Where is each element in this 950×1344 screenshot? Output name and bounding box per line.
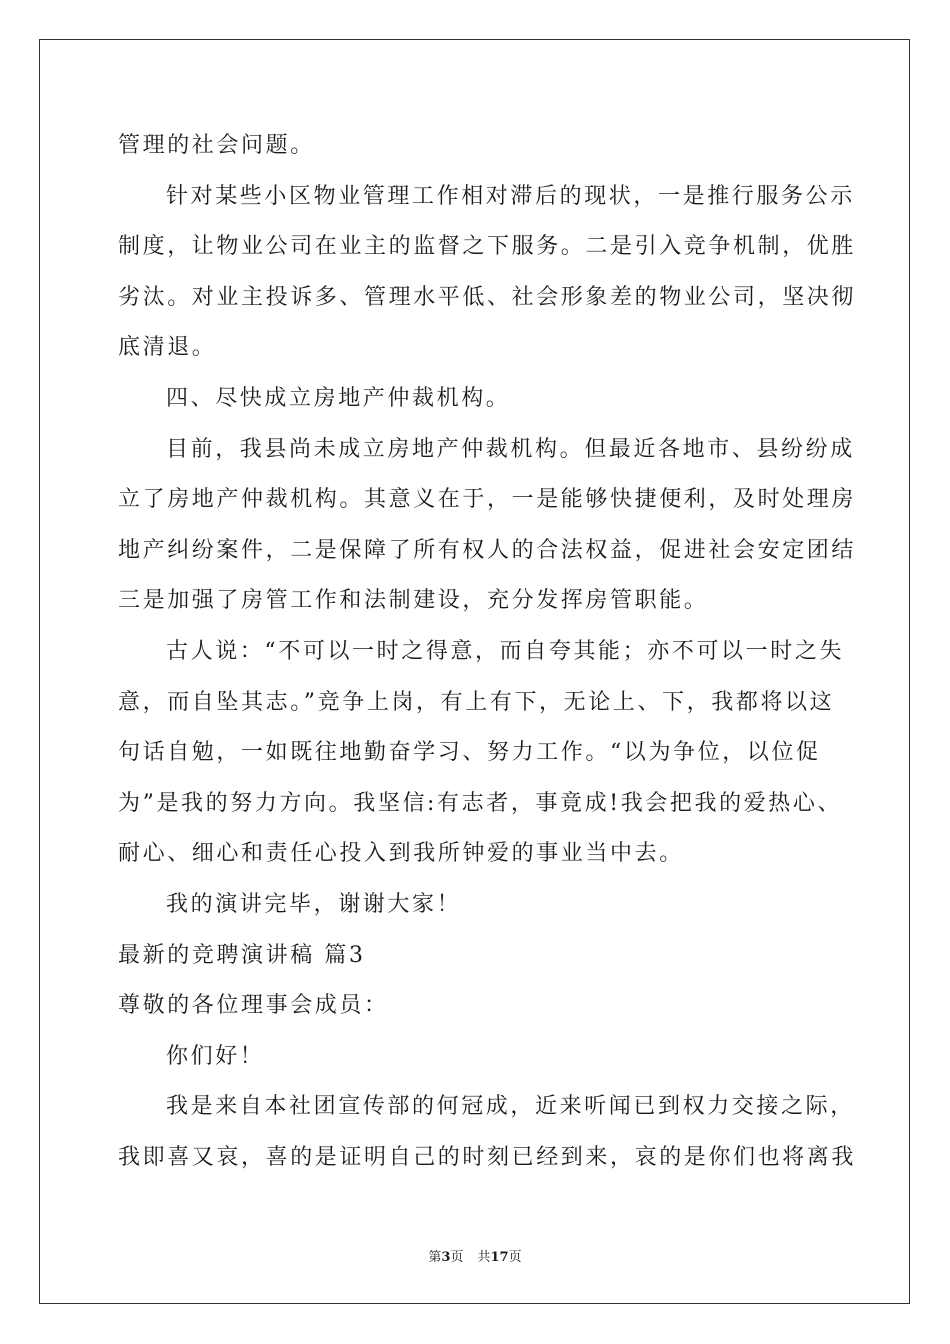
text-line: 目前，我县尚未成立房地产仲裁机构。但最近各地市、县纷纷成 (166, 436, 855, 462)
total-suffix: 页 (508, 1250, 522, 1265)
text-line: 三是加强了房管工作和法制建设，充分发挥房管职能。 (118, 588, 709, 614)
text-line: 句话自勉，一如既往地勤奋学习、努力工作。“以为争位，以位促 (118, 740, 821, 766)
page-footer (0, 1246, 950, 1265)
text-line: 为”是我的努力方向。我坚信:有志者，事竟成!我会把我的爱热心、 (118, 790, 843, 816)
text-line: 最新的竞聘演讲稿 篇3 (118, 942, 366, 968)
text-line: 制度，让物业公司在业主的监督之下服务。二是引入竞争机制，优胜 (118, 234, 857, 260)
page-prefix: 第 (428, 1250, 442, 1265)
text-line: 古人说：“不可以一时之得意，而自夸其能；亦不可以一时之失 (166, 639, 845, 664)
text-line: 你们好！ (166, 1043, 265, 1069)
text-line: 耐心、细心和责任心投入到我所钟爱的事业当中去。 (118, 841, 684, 867)
text-line: 我是来自本社团宣传部的何冠成，近来听闻已到权力交接之际， (166, 1094, 855, 1120)
page-number: 3 (441, 1250, 451, 1265)
total-prefix: 共 (477, 1250, 491, 1265)
page-suffix: 页 (450, 1250, 464, 1265)
text-line: 底清退。 (118, 335, 217, 361)
text-line: 劣汰。对业主投诉多、管理水平低、社会形象差的物业公司，坚决彻 (118, 284, 857, 310)
text-line: 意，而自坠其志。”竞争上岗，有上有下，无论上、下，我都将以这 (118, 689, 835, 715)
text-line: 针对某些小区物业管理工作相对滞后的现状，一是推行服务公示 (166, 183, 855, 209)
text-line: 四、尽快成立房地产仲裁机构。 (166, 386, 511, 411)
text-line: 我即喜又哀，喜的是证明自己的时刻已经到来，哀的是你们也将离我 (118, 1145, 857, 1170)
text-line: 管理的社会问题。 (118, 133, 315, 158)
total-pages: 17 (490, 1250, 509, 1265)
text-line: 立了房地产仲裁机构。其意义在于，一是能够快捷便利，及时处理房 (118, 487, 857, 513)
text-line: 尊敬的各位理事会成员： (118, 993, 389, 1019)
text-line: 我的演讲完毕，谢谢大家！ (166, 892, 462, 917)
text-line: 地产纠纷案件，二是保障了所有权人的合法权益，促进社会安定团结 (118, 537, 857, 563)
